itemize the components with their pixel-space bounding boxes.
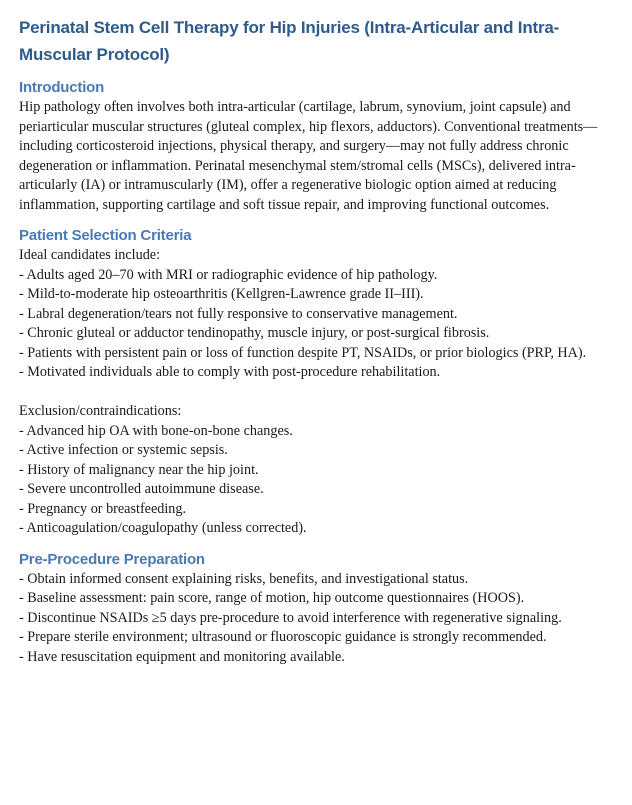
section-heading: Pre-Procedure Preparation [19,550,205,568]
section-heading: Introduction [19,79,105,96]
exclusion-item: - History of malignancy near the hip joint. [19,461,259,478]
exclusion-item: - Pregnancy or breastfeeding. [19,500,187,517]
list-item: - Obtain informed consent explaining risks, benefits, and investigational status. [19,570,469,587]
section-introduction [19,78,619,215]
spacer [19,383,619,403]
section-patient-selection [19,226,619,539]
list-item: - Labral degeneration/tears not fully responsive to conservative management. [19,305,458,322]
intro-paragraph: Hip pathology often involves both intra-articular (cartilage, labrum, synovium, joint capsule) and periarticular muscular structures (gluteal complex, hip flexors, adductors). Conventional treatments—including corticosteroid injections, physical therapy, and surgery—may not fully address chronic degeneration or inflammation. Perinatal mesenchymal stem/stromal cells (MSCs), delivered intra-articularly (IA) or intramuscularly (IM), offer a regenerative biologic option aimed at reducing inflammation, supporting cartilage and soft tissue repair, and improving functional outcomes. [19,99,598,213]
list-item: - Motivated individuals able to comply with post-procedure rehabilitation. [19,364,441,380]
exclusion-item: - Anticoagulation/coagulopathy (unless corrected). [19,520,307,536]
list-item: - Adults aged 20–70 with MRI or radiographic evidence of hip pathology. [19,266,438,283]
document-title: Perinatal Stem Cell Therapy for Hip Injuries (Intra-Articular and Intra-Muscular Protocol) [19,18,560,64]
list-item: - Chronic gluteal or adductor tendinopathy, muscle injury, or post-surgical fibrosis. [19,325,490,341]
list-item: - Mild-to-moderate hip osteoarthritis (Kellgren-Lawrence grade II–III). [19,286,424,302]
list-item: - Have resuscitation equipment and monitoring available. [19,648,345,665]
document-page [19,14,619,678]
section-pre-procedure [19,550,619,668]
list-item: - Prepare sterile environment; ultrasound or fluoroscopic guidance is strongly recommended. [19,629,547,645]
exclusion-item: - Severe uncontrolled autoimmune disease. [19,481,264,497]
criteria-intro: Ideal candidates include: [19,247,161,263]
list-item: - Discontinue NSAIDs ≥5 days pre-procedure to avoid interference with regenerative signaling. [19,609,562,626]
exclusion-intro: Exclusion/contraindications: [19,403,182,419]
list-item: - Patients with persistent pain or loss of function despite PT, NSAIDs, or prior biologics (PRP, HA). [19,344,587,361]
list-item: - Baseline assessment: pain score, range of motion, hip outcome questionnaires (HOOS). [19,590,525,606]
section-heading: Patient Selection Criteria [19,227,192,244]
exclusion-item: - Active infection or systemic sepsis. [19,442,228,458]
exclusion-item: - Advanced hip OA with bone-on-bone changes. [19,422,293,439]
